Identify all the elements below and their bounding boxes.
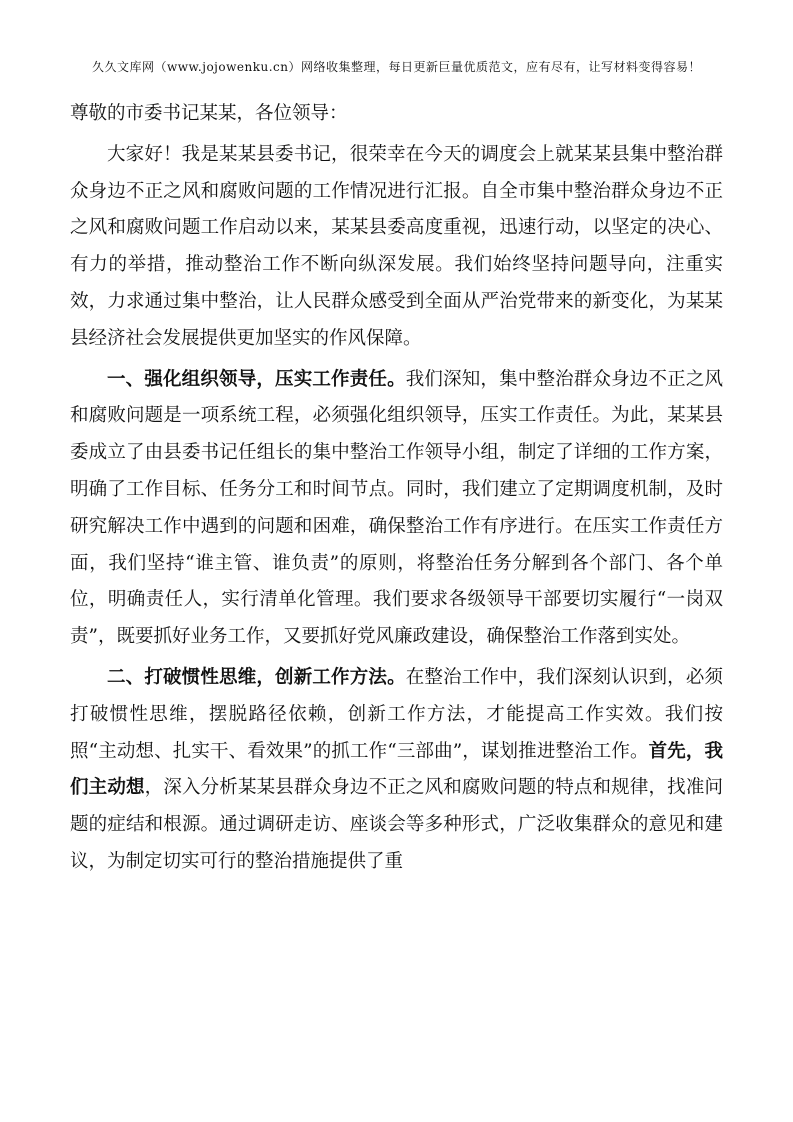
- section-2-body-a: 在整治工作中，我们深刻认识到，必须打破惯性思维，摆脱路径依赖，创新工作方法，才能提高工作实效。我们按照“主动想、扎实干、看效果”的抓工作“三部曲”，谋划推进整治工作。: [70, 666, 723, 762]
- document-body: [70, 96, 723, 881]
- intro-paragraph: 大家好！我是某某县委书记，很荣幸在今天的调度会上就某某县集中整治群众身边不正之风和腐败问题的工作情况进行汇报。自全市集中整治群众身边不正之风和腐败问题工作启动以来，某某县委高度重视，迅速行动，以坚定的决心、有力的举措，推动整治工作不断向纵深发展。我们始终坚持问题导向，注重实效，力求通过集中整治，让人民群众感受到全面从严治党带来的新变化，为某某县经济社会发展提供更加坚实的作风保障。: [70, 143, 723, 349]
- section-1-heading: 一、强化组织领导，压实工作责任。: [107, 368, 406, 390]
- section-2-subheading: 首先，我们主动想: [70, 740, 723, 799]
- header-watermark-text: 久久文库网（www.jojowenku.cn）网络收集整理，每日更新巨量优质范文，应有尽有，让写材料变得容易！: [92, 60, 701, 74]
- section-2-body-b: ，深入分析某某县群众身边不正之风和腐败问题的特点和规律，找准问题的症结和根源。通过调研走访、座谈会等多种形式，广泛收集群众的意见和建议，为制定切实可行的整治措施提供了重: [70, 777, 723, 872]
- section-2-paragraph: [70, 660, 723, 881]
- salutation: 尊敬的市委书记某某，各位领导：: [70, 103, 348, 124]
- section-2-heading: 二、打破惯性思维，创新工作方法。: [107, 666, 406, 688]
- section-1-paragraph: [70, 362, 723, 656]
- section-1-body: 我们深知，集中整治群众身边不正之风和腐败问题是一项系统工程，必须强化组织领导，压实工作责任。为此，某某县委成立了由县委书记任组长的集中整治工作领导小组，制定了详细的工作方案，明确了工作目标、任务分工和时间节点。同时，我们建立了定期调度机制，及时研究解决工作中遇到的问题和困难，确保整治工作有序进行。在压实工作责任方面，我们坚持“谁主管、谁负责”的原则，将整治任务分解到各个部门、各个单位，明确责任人，实行清单化管理。我们要求各级领导干部要切实履行“一岗双责”，既要抓好业务工作，又要抓好党风廉政建设，确保整治工作落到实处。: [70, 368, 723, 648]
